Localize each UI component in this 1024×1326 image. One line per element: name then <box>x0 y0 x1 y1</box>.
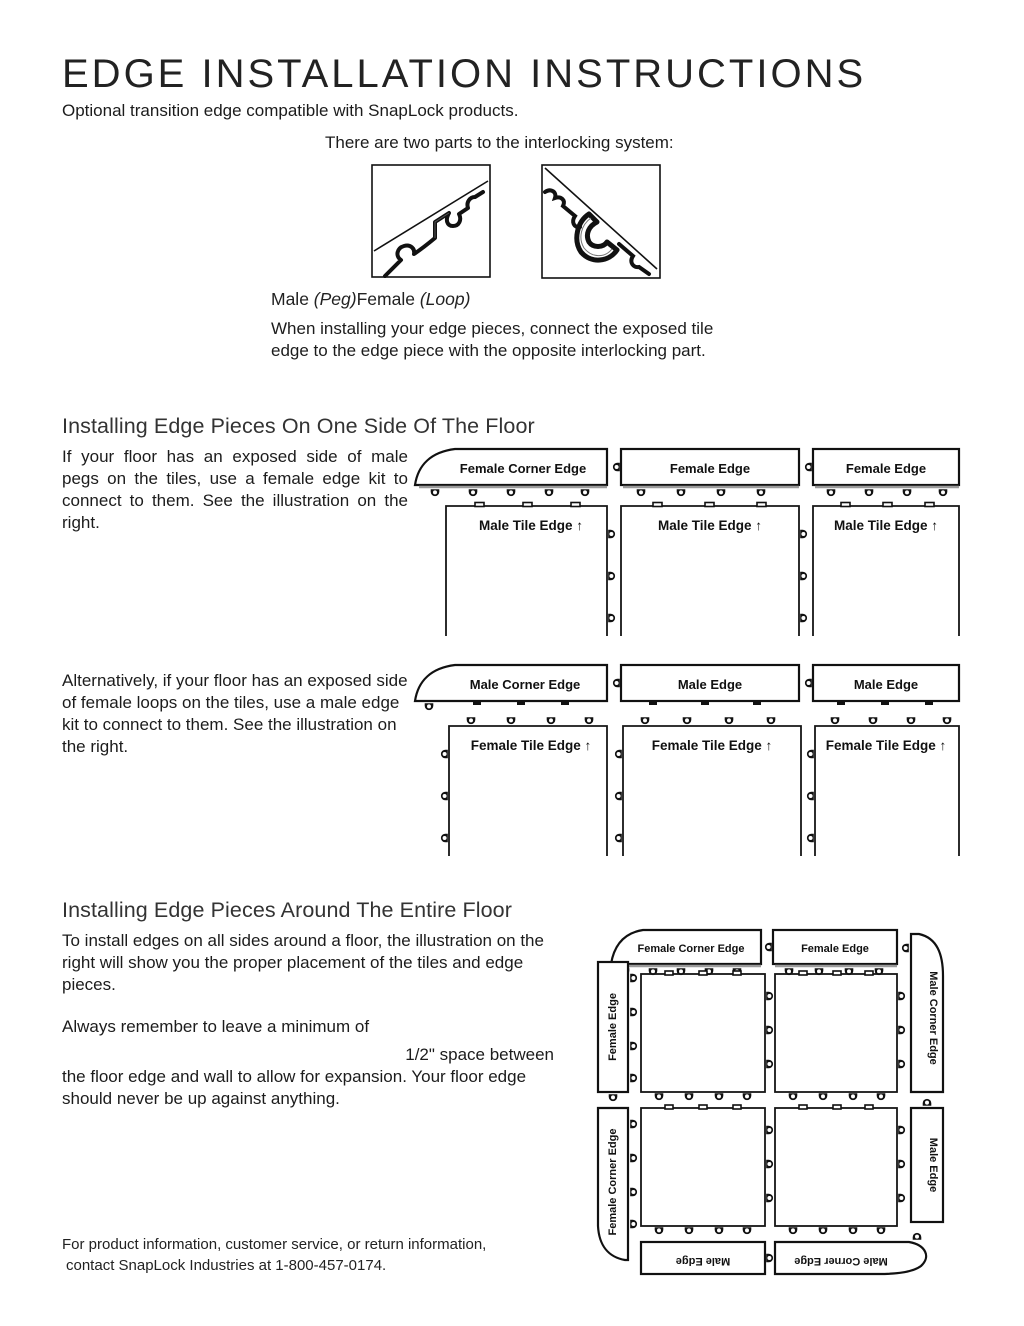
subtitle: Optional transition edge compatible with SnapLock products. <box>62 101 519 120</box>
footer-line-1: For product information, customer service, or return information, <box>62 1236 487 1253</box>
illus2-edge-label-1: Male Edge <box>677 677 743 692</box>
illus1-tile-label-1: Male Tile Edge ↑ <box>478 518 584 533</box>
floor-right-edge-label: Male Edge <box>927 1137 939 1193</box>
footer <box>62 1234 486 1276</box>
floor-right-corner-label: Male Corner Edge <box>927 971 939 1065</box>
illus2-corner-label: Male Corner Edge <box>469 677 581 692</box>
female-kit-illustration <box>413 446 961 638</box>
illus1-tile-label-3: Male Tile Edge ↑ <box>833 518 939 533</box>
male-caption-label: Male <box>271 289 314 309</box>
full-floor-illustration <box>595 912 1015 1276</box>
female-loop-diagram <box>541 164 661 279</box>
footer-line-2: contact SnapLock Industries at 1-800-457-0174. <box>66 1257 387 1274</box>
illus1-edge-label-1: Female Edge <box>669 461 751 476</box>
male-peg-diagram <box>371 164 491 278</box>
intro-lead: There are two parts to the interlocking system: <box>325 133 674 152</box>
expansion-note-measure: 1/2" space between <box>405 1045 554 1064</box>
floor-top-corner-label: Female Corner Edge <box>637 943 745 955</box>
diagram-caption <box>271 289 470 310</box>
page-title: EDGE INSTALLATION INSTRUCTIONS <box>62 52 867 96</box>
section-entire-floor-body: To install edges on all sides around a floor, the illustration on the right will show you the proper placement of the tiles and edge pieces. <box>62 931 544 994</box>
floor-bottom-corner-label: Male Corner Edge <box>794 1255 888 1267</box>
illus1-edge-label-2: Female Edge <box>845 461 927 476</box>
male-kit-illustration <box>413 658 961 858</box>
floor-top-edge-label: Female Edge <box>801 943 869 955</box>
intro-description: When installing your edge pieces, connect the exposed tile edge to the edge piece with the opposite interlocking part. <box>271 319 714 360</box>
section-entire-floor-heading: Installing Edge Pieces Around The Entire Floor <box>62 898 512 922</box>
illus2-tile-label-2: Female Tile Edge ↑ <box>651 738 773 753</box>
illus2-tile-label-1: Female Tile Edge ↑ <box>470 738 592 753</box>
male-caption-part: (Peg) <box>313 289 357 309</box>
expansion-note <box>62 1016 554 1110</box>
female-caption-part: (Loop) <box>419 289 471 309</box>
illus1-corner-label: Female Corner Edge <box>459 461 587 476</box>
section-one-side-body: If your floor has an exposed side of male pegs on the tiles, use a female edge kit to connect to them. See the illustration on the right. <box>62 447 408 532</box>
floor-left-corner-label: Female Corner Edge <box>607 1128 619 1236</box>
illus2-edge-label-2: Male Edge <box>853 677 919 692</box>
floor-bottom-edge-label: Male Edge <box>675 1255 731 1267</box>
female-caption-label: Female <box>356 289 420 309</box>
expansion-note-end: the floor edge and wall to allow for expansion. Your floor edge should never be up against anything. <box>62 1067 527 1108</box>
expansion-note-start: Always remember to leave a minimum of <box>62 1017 370 1036</box>
illus2-tile-label-3: Female Tile Edge ↑ <box>825 738 947 753</box>
floor-left-edge-label: Female Edge <box>607 993 619 1061</box>
illus1-tile-label-2: Male Tile Edge ↑ <box>657 518 763 533</box>
section-one-side-heading: Installing Edge Pieces On One Side Of The Floor <box>62 414 535 438</box>
section-one-side-alt-body: Alternatively, if your floor has an exposed side of female loops on the tiles, use a male edge kit to connect to them. See the illustration on the right. <box>62 671 408 756</box>
